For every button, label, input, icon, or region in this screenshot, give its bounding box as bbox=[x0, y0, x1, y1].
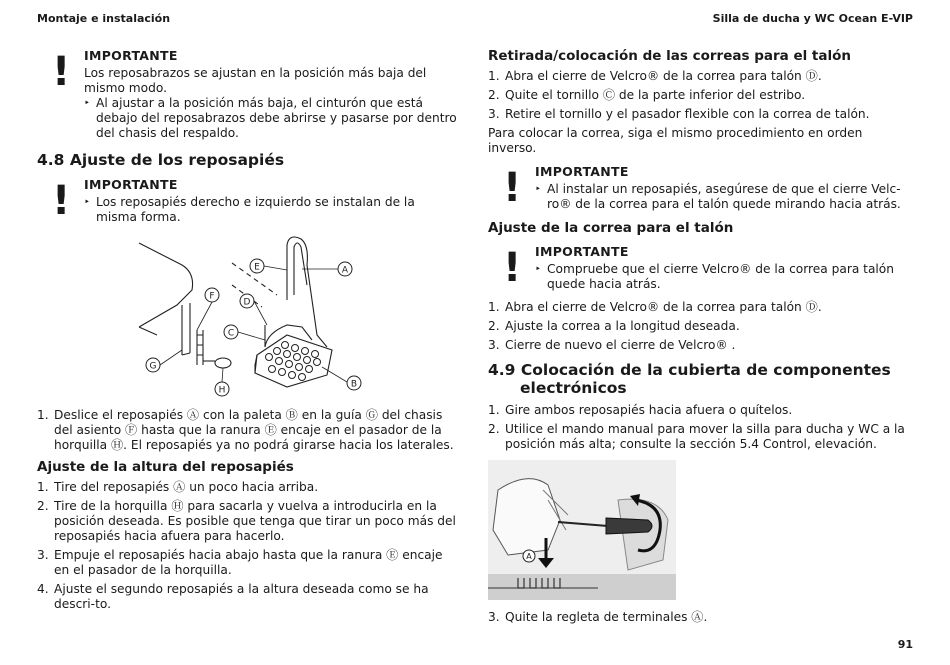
page-number: 91 bbox=[897, 638, 913, 651]
label-e: E bbox=[254, 262, 260, 273]
section-heading-4-8: 4.8 Ajuste de los reposapiés bbox=[37, 151, 285, 169]
label-b: B bbox=[350, 379, 358, 390]
note-bullet: ‣ Compruebe que el cierre Velcro® de la correa para talón quede hacia atrás. bbox=[535, 262, 908, 292]
list-item: 1. Abra el cierre de Velcro® de la correa para talón Ⓓ. bbox=[488, 69, 822, 83]
exclamation-icon: ! bbox=[503, 165, 522, 211]
list-item: 4. Ajuste el segundo reposapiés a la altura deseada como se ha descri-to. bbox=[37, 582, 429, 611]
terminal-strip-photo bbox=[488, 460, 676, 600]
subheading-heel-strap-adjust: Ajuste de la correa para el talón bbox=[488, 220, 734, 236]
note-bullet: ‣ Al instalar un reposapiés, asegúrese de que el cierre Velc-ro® de la correa para el talón quede mirando hacia atrás. bbox=[535, 182, 908, 212]
footrest-height-steps bbox=[37, 480, 457, 612]
important-note-armrests bbox=[37, 48, 457, 141]
heel-strap-adjust-steps bbox=[488, 300, 908, 353]
list-item: 1. Gire ambos reposapiés hacia afuera o quítelos. bbox=[488, 403, 793, 417]
list-item: 2. Quite el tornillo Ⓒ de la parte inferior del estribo. bbox=[488, 88, 806, 102]
exclamation-icon: ! bbox=[52, 49, 71, 95]
note-title: IMPORTANTE bbox=[535, 244, 629, 259]
list-item: 2. Tire de la horquilla Ⓗ para sacarla y vuelva a introducirla en la posición deseada. Es posible que tenga que tirar un poco más del reposapiés hacia afuera para hacerlo. bbox=[37, 499, 456, 543]
list-item: 1. Deslice el reposapiés Ⓐ con la paleta Ⓑ en la guía Ⓖ del chasis del asiento Ⓕ hasta que la ranura Ⓔ encaje en el pasador de la horquilla Ⓗ. El reposapiés ya no podrá girarse hacia los laterales. bbox=[37, 408, 454, 452]
important-note-velcro-install bbox=[488, 164, 908, 212]
removal-paragraph: Para colocar la correa, siga el mismo procedimiento en orden inverso. bbox=[488, 126, 863, 155]
footrest-illustration bbox=[137, 235, 377, 400]
list-item: 3. Empuje el reposapiés hacia abajo hasta que la ranura Ⓔ encaje en el pasador de la horquilla. bbox=[37, 548, 443, 577]
label-g: G bbox=[149, 361, 157, 372]
footrest-drawing bbox=[137, 235, 377, 400]
label-h: H bbox=[218, 385, 226, 396]
list-item: 2. Ajuste la correa a la longitud deseada. bbox=[488, 319, 740, 333]
important-note-velcro-check bbox=[488, 244, 908, 292]
header-section-title: Montaje e instalación bbox=[37, 12, 171, 25]
left-column bbox=[37, 48, 457, 616]
subheading-heel-strap-removal: Retirada/colocación de las correas para el talón bbox=[488, 48, 851, 64]
cover-steps bbox=[488, 403, 908, 452]
header-document-title: Silla de ducha y WC Ocean E-VIP bbox=[712, 12, 913, 25]
exclamation-icon: ! bbox=[503, 245, 522, 291]
list-item: 2. Utilice el mando manual para mover la silla para ducha y WC a la posición más alta; consulte la sección 5.4 Control, elevación. bbox=[488, 422, 905, 451]
note-title: IMPORTANTE bbox=[535, 164, 629, 179]
note-text: Los reposabrazos se ajustan en la posición más baja del mismo modo. bbox=[84, 66, 427, 95]
label-f: F bbox=[209, 291, 215, 302]
list-item: 3. Cierre de nuevo el cierre de Velcro® . bbox=[488, 338, 736, 352]
label-d: D bbox=[243, 297, 251, 308]
note-bullet: ‣ Al ajustar a la posición más baja, el cinturón que está debajo del reposabrazos debe abrirse y pasarse por dentro del chasis del respaldo. bbox=[84, 96, 457, 141]
note-bullet: ‣ Los reposapiés derecho e izquierdo se instalan de la misma forma. bbox=[84, 195, 457, 225]
terminal-strip-drawing bbox=[488, 460, 676, 600]
note-title: IMPORTANTE bbox=[84, 48, 178, 63]
subheading-footrest-height: Ajuste de la altura del reposapiés bbox=[37, 459, 294, 475]
right-column bbox=[488, 48, 908, 629]
list-item: 1. Tire del reposapiés Ⓐ un poco hacia arriba. bbox=[37, 480, 319, 494]
list-item: 1. Abra el cierre de Velcro® de la correa para talón Ⓓ. bbox=[488, 300, 822, 314]
exclamation-icon: ! bbox=[52, 178, 71, 224]
list-item: 3. Retire el tornillo y el pasador flexible con la correa de talón. bbox=[488, 107, 870, 121]
terminal-steps bbox=[488, 610, 908, 625]
note-title: IMPORTANTE bbox=[84, 177, 178, 192]
label-a: A bbox=[341, 265, 349, 276]
heel-strap-removal-steps bbox=[488, 69, 908, 122]
section-heading-4-9: 4.9 Colocación de la cubierta de componentes electrónicos bbox=[488, 361, 891, 397]
important-note-footrests bbox=[37, 177, 457, 225]
list-item: 3. Quite la regleta de terminales Ⓐ. bbox=[488, 610, 708, 624]
label-a: A bbox=[526, 552, 532, 561]
label-c: C bbox=[227, 328, 235, 339]
footrest-install-steps bbox=[37, 408, 457, 453]
